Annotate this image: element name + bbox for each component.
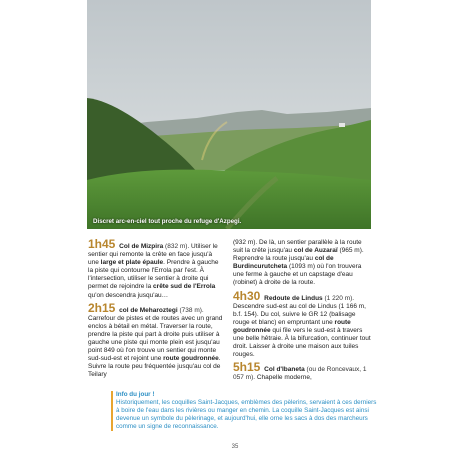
info-text: Historiquement, les coquilles Saint-Jacques, emblèmes des pèlerins, servaient à ces derniers à boire de l'eau dans les rivières ou manger en chemin. La coquille Saint-Jacques est ainsi devenue un symbole du pèlerinage, et aujourd'hui, elle orne les sacs à dos des marcheurs comme un signe de reconnaissance. [116,399,377,430]
route-step-continuation [233,239,371,288]
page-number: 35 [231,444,239,450]
route-step-col-ibaneta [233,362,371,382]
step-altitude: (738 m). [179,306,204,314]
step-time: 1h45 [88,237,116,251]
text-column-right [233,239,371,386]
step-altitude: (832 m). [165,243,190,250]
step-text: (1093 m) où l'on trouvera une ferme à gauche et un capstage d'eau (robinet) à droite de la route. [233,263,362,287]
step-altitude: (1 220 m). [324,294,355,302]
step-highlight: col de Burdincurutcheta [233,255,334,271]
info-box [111,391,378,431]
step-highlight: route goudronnée [233,318,351,334]
photo-illustration [87,0,371,229]
step-highlight: crête sud de l'Errola [153,283,216,291]
step-text: . Suivre la route peu fréquentée jusqu'au col de Teilary [88,355,221,379]
photo-caption: Discret arc-en-ciel tout proche du refuge d'Azpegi. [93,218,242,225]
step-text: (932 m). De là, un sentier parallèle à la route suit la crête jusqu'au [233,239,362,255]
step-time: 4h30 [233,288,261,303]
route-step-col-meharoztegi [88,300,224,380]
step-place: col de Meharoztegi [119,306,178,314]
step-place: Redoute de Lindus [264,294,323,302]
text-column-left [88,239,224,383]
step-text: Chapelle moderne, [255,374,312,382]
step-time: 2h15 [88,300,116,315]
step-time: 5h15 [233,360,261,375]
step-text: qui file vers le sud-est à travers une belle hêtraie. À la bifurcation, continuer tout droit. Laisser à droite une maison aux tuiles rouges. [233,326,371,359]
step-text: qu'on descendra jusqu'au… [88,291,169,299]
step-text: . Prendre à gauche la piste qui contourne l'Errola par l'est. À l'intersection, utiliser le sentier à droite qui permet de rejoindre la [88,259,219,291]
refuge-building [339,123,345,127]
step-text: (965 m). Reprendre la route jusqu'au [233,247,364,263]
step-place: Col de Mizpira [119,243,164,250]
step-place: Col d'Ibaneta [264,366,305,374]
info-title: Info du jour ! [116,391,155,398]
landscape-photo [87,0,371,229]
step-text: Utiliser le sentier qui remonte la crête en face jusqu'à une [88,243,218,267]
step-text: Descendre sud-est au col de Lindus (1 166 m, b.f. 154). Du col, suivre le GR 12 (balisage rouge et blanc) en empruntant une [233,302,366,326]
step-highlight: route goudronnée [163,355,219,363]
route-step-redoute-lindus [233,288,371,360]
step-highlight: large et plate épaule [100,259,164,267]
step-altitude: (ou de Roncevaux, 1 057 m). [233,366,367,382]
step-highlight: col de Auzaraï [293,247,338,255]
step-text: Carrefour de pistes et de routes avec un grand enclos à bétail en métal. Traverser la route, prendre la piste qui part à droite puis utiliser à gauche une piste qui monte plein est jusqu'au point 849 où l'on trouve un sentier qui monte sud-sud-est et rejoint une [88,314,223,363]
route-step-col-mizpira [88,239,224,300]
